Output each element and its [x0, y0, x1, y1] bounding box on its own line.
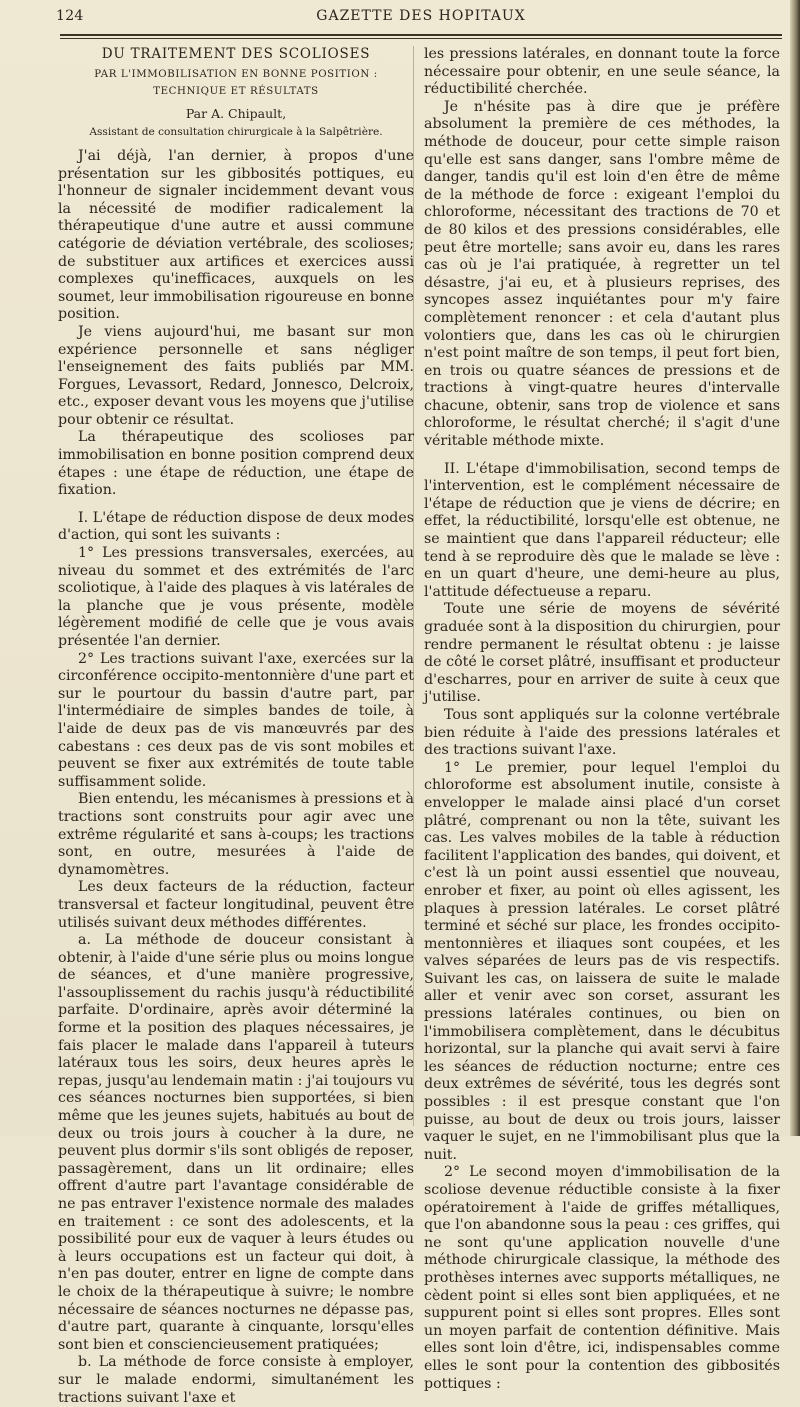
right-column [424, 46, 780, 1393]
paragraph: 2° Le second moyen d'immobilisation de la scoliose devenue réductible consiste à la fixer opératoirement à l'aide de griffes métalliques, que l'on abandonne sous la peau : ces griffes, qui ne sont qu'une application nouvelle d'une méthode chirurgicale classique, la méthode des prothèses internes avec supports métalliques, ne cèdent point si elles sont bien appliquées, et ne suppurent point si elles sont propres. Elles sont un moyen parfait de contention définitive. Mais elles sont loin d'être, ici, indispensables comme elles le sont pour la contention des gibbosités pottiques : [424, 1164, 780, 1392]
page-edge-shadow [790, 0, 800, 1136]
paragraph: 2° Les tractions suivant l'axe, exercées sur la circonférence occipito-mentonnière d'une part et sur le pourtour du bassin d'autre part, par l'intermédiaire de simples bandes de toile, à l'aide de deux pas de vis manœuvrés par des cabestans : ces deux pas de vis sont mobiles et peuvent se fixer aux extrémités de toute table suffisamment solide. [58, 650, 414, 790]
article-subtitle: PAR L'IMMOBILISATION EN BONNE POSITION : TECHNIQUE ET RÉSULTATS [94, 68, 378, 98]
paragraph: J'ai déjà, l'an dernier, à propos d'une présentation sur les gibbosités pottiques, eu l'honneur de signaler incidemment devant vous la nécessité de modifier radicalement la thérapeutique d'une autre et aussi commune catégorie de déviation vertébrale, des scolioses; de substituer aux artifices et exercices aussi complexes qu'inefficaces, auxquels on les soumet, leur immobilisation rigoureuse en bonne position. [58, 147, 414, 323]
paragraph: La thérapeutique des scolioses par immobilisation en bonne position comprend deux étapes : une étape de réduction, une étape de fixation. [58, 429, 414, 499]
journal-title: GAZETTE DES HOPITAUX [316, 8, 526, 24]
paragraph: Toute une série de moyens de sévérité graduée sont à la disposition du chirurgien, pour rendre permanent le résultat obtenu : je laisse de côté le corset plâtré, insuffisant et producteur d'escharres, pour en arriver de suite à ceux que j'utilise. [424, 601, 780, 706]
paragraph: Tous sont appliqués sur la colonne vertébrale bien réduite à l'aide des pressions latérales et des tractions suivant l'axe. [424, 706, 780, 759]
paragraph: 1° Les pressions transversales, exercées, au niveau du sommet et des extrémités de l'arc scoliotique, à l'aide des plaques à vis latérales de la planche que je vous présente, modèle légèrement modifié de celle que je vous avais présentée l'an dernier. [58, 545, 414, 649]
paragraph: Bien entendu, les mécanismes à pressions et à tractions sont construits pour agir avec une extrême régularité et sans à-coups; les tractions sont, en outre, mesurées à l'aide de dynamomètres. [58, 791, 414, 878]
left-column [58, 46, 414, 1407]
paragraph: b. La méthode de force consiste à employer, sur le malade endormi, simultanément les tractions suivant l'axe et [58, 1354, 414, 1406]
header-rule-thin [60, 38, 782, 39]
article-author: Par A. Chipault, [185, 105, 287, 121]
paragraph: II. L'étape d'immobilisation, second temps de l'intervention, est le complément nécessaire de l'étape de réduction que je viens de décrire; en effet, la réductibilité, lorsqu'elle est obtenue, ne se maintient que dans l'appareil réducteur; elle tend à se reproduire dès que le malade se lève : en un quart d'heure, une demi-heure au plus, l'attitude défectueuse a reparu. [424, 460, 780, 600]
paragraph: I. L'étape de réduction dispose de deux modes d'action, qui sont les suivants : [58, 509, 414, 544]
paragraph: a. La méthode de douceur consistant à obtenir, à l'aide d'une série plus ou moins longue de séances, et d'une manière progressive, l'assouplissement du rachis jusqu'à réductibilité parfaite. D'ordinaire, après avoir déterminé la forme et la position des plaques nécessaires, je fais placer le malade dans l'appareil à tuteurs latéraux tous les soirs, deux heures après le repas, jusqu'au lendemain matin : j'ai toujours vu ces séances nocturnes bien supportées, si bien même que les jeunes sujets, habitués au bout de deux ou trois jours à coucher à la dure, ne peuvent plus dormir s'ils sont obligés de reposer, passagèrement, dans un lit ordinaire; elles offrent d'autre part l'avantage considérable de ne pas entraver l'existence normale des malades en traitement : ce sont des adolescents, et la possibilité pour eux de vaquer à leurs études ou à leurs occupations est un facteur qui doit, à n'en pas douter, entrer en ligne de compte dans le choix de la thérapeutique à suivre; le nombre nécessaire de séances nocturnes ne dépasse pas, d'autre part, quarante à cinquante, lorsqu'elles sont bien et consciencieusement pratiquées; [58, 932, 414, 1353]
page-header [56, 8, 786, 30]
paragraph: Je n'hésite pas à dire que je préfère absolument la première de ces méthodes, la méthode de douceur, pour cette simple raison qu'elle est sans danger, sans l'ombre même de danger, tandis qu'il est loin d'en être de même de la méthode de force : exigeant l'emploi du chloroforme, nécessitant des tractions de 70 et de 80 kilos et des pressions considérables, elle peut être mortelle; sans avoir eu, dans les rares cas où je l'ai pratiquée, à regretter un tel désastre, j'ai eu, et à plusieurs reprises, des syncopes assez inquiétantes pour m'y faire complètement renoncer : et cela d'autant plus volontiers que, dans les cas où le chirurgien n'est point maître de son temps, il peut fort bien, en trois ou quatre séances de pressions et de tractions à vingt-quatre heures d'intervalle chacune, obtenir, sans trop de violence et sans chloroforme, le résultat cherché; il s'agit d'une véritable méthode mixte. [424, 98, 780, 450]
paragraph: Je viens aujourd'hui, me basant sur mon expérience personnelle et sans négliger l'enseignement des faits publiés par MM. Forgues, Levassort, Redard, Jonnesco, Delcroix, etc., exposer devant vous les moyens que j'utilise pour obtenir ce résultat. [58, 323, 414, 428]
page-number: 124 [56, 8, 84, 24]
paragraph: les pressions latérales, en donnant toute la force nécessaire pour obtenir, en une seule séance, la réductibilité cherchée. [424, 46, 780, 98]
article-title: DU TRAITEMENT DES SCOLIOSES [101, 46, 371, 62]
article-affiliation: Assistant de consultation chirurgicale à la Salpêtrière. [89, 126, 383, 139]
paragraph: 1° Le premier, pour lequel l'emploi du chloroforme est absolument inutile, consiste à envelopper le malade ainsi placé d'un corset plâtré, comprenant ou non la tête, suivant les cas. Les valves mobiles de la table à réduction facilitent l'application des bandes, qui doivent, et c'est là un point aussi essentiel que nouveau, enrober et fixer, au point où elles agissent, les plaques à pression latérales. Le corset plâtré terminé et séché sur place, les frondes occipito-mentonnières et iliaques sont coupées, et les valves séparées de leurs pas de vis respectifs. Suivant les cas, on laissera de suite le malade aller et venir avec son corset, assurant les pressions latérales continues, ou bien on l'immobilisera complètement, dans le décubitus horizontal, sur la planche qui avait servi à faire les séances de réduction nocturne; entre ces deux extrêmes de sévérité, tous les degrés sont possibles : il est presque constant que l'on puisse, au bout de deux ou trois jours, laisser vaquer le sujet, en ne l'immobilisant plus que la nuit. [424, 759, 780, 1163]
header-rule-thick [60, 34, 782, 36]
paragraph: Les deux facteurs de la réduction, facteur transversal et facteur longitudinal, peuvent être utilisés suivant deux méthodes différentes. [58, 879, 414, 931]
